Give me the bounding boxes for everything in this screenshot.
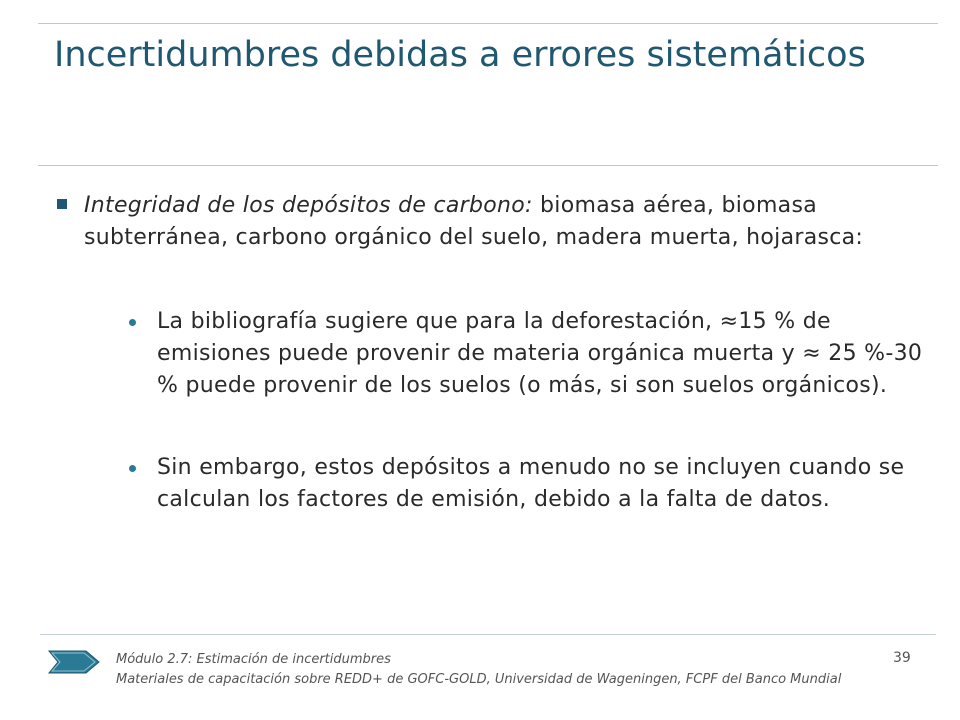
square-bullet-icon: [57, 199, 67, 209]
top-divider: [38, 23, 938, 24]
dot-bullet-icon: [129, 319, 136, 326]
sub-bullet-text: Sin embargo, estos depósitos a menudo no se incluyen cuando se calculan los factores de emisión, debido a la falta de datos.: [157, 455, 905, 512]
footer-text: [116, 650, 856, 690]
bullet-carbon-pools: [84, 190, 934, 254]
bullet-heading: Integridad de los depósitos de carbono:: [84, 193, 533, 218]
sub-bullet-data-gap: [157, 452, 937, 516]
sub-bullet-literature: [157, 306, 937, 402]
slide-title: Incertidumbres debidas a errores sistemáticos: [54, 35, 866, 75]
sub-bullet-text: La bibliografía sugiere que para la deforestación, ≈15 % de emisiones puede provenir de materia orgánica muerta y ≈ 25 %-30 % puede provenir de los suelos (o más, si son suelos orgánicos).: [157, 309, 923, 398]
bullet-text: biomasa aérea, biomasa subterránea, carbono orgánico del suelo, madera muerta, hojarasca:: [84, 193, 864, 250]
chevron-arrow-icon: [46, 648, 102, 676]
title-divider: [38, 165, 938, 166]
footer-divider: [40, 634, 936, 635]
page-number: 39: [893, 650, 911, 666]
footer-credits: Materiales de capacitación sobre REDD+ de GOFC-GOLD, Universidad de Wageningen, FCPF del Banco Mundial: [116, 672, 842, 687]
dot-bullet-icon: [129, 465, 136, 472]
footer-module: Módulo 2.7: Estimación de incertidumbres: [116, 652, 391, 667]
